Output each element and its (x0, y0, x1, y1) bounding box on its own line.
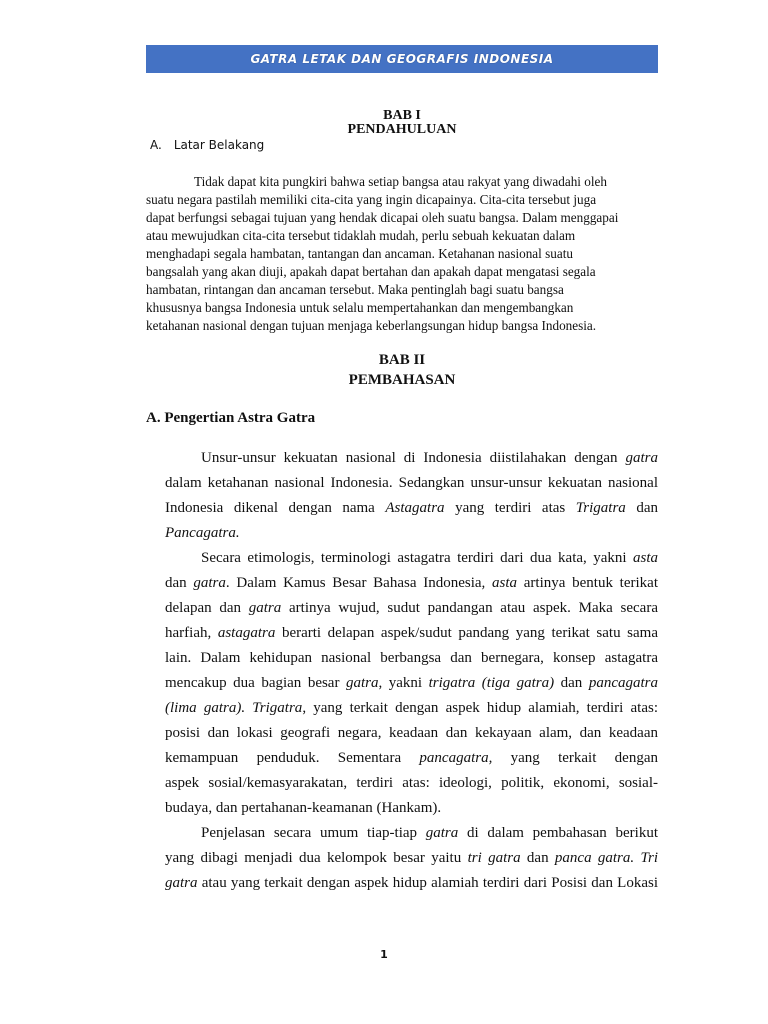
body-line: mencakup dua bagian besar gatra, yakni trigatra (tiga gatra) dan pancagatra (165, 675, 658, 691)
body-line: harfiah, astagatra berarti delapan aspek/sudut pandang yang terikat satu sama (165, 625, 658, 641)
header-band (146, 45, 658, 73)
body-line: kemampuan penduduk. Sementara pancagatra, yang terkait dengan (165, 750, 658, 766)
paragraph-line: khususnya bangsa Indonesia untuk selalu mempertahankan dan mengembangkan (146, 300, 574, 315)
body-line: gatra atau yang terkait dengan aspek hidup alamiah terdiri dari Posisi dan Lokasi (165, 875, 658, 891)
paragraph-line: dapat berfungsi sebagai tujuan yang hendak dicapai oleh suatu bangsa. Dalam menggapai (146, 210, 619, 225)
bab1-label: BAB I (383, 108, 421, 123)
section-pengertian-astra-gatra: A. Pengertian Astra Gatra (146, 410, 316, 426)
paragraph-line: ketahanan nasional dengan tujuan menjaga keberlangsungan hidup bangsa Indonesia. (146, 318, 597, 333)
bab1-title: PENDAHULUAN (347, 122, 457, 137)
body-line: budaya, dan pertahanan-keamanan (Hankam). (165, 800, 442, 816)
body-line: Penjelasan secara umum tiap-tiap gatra di dalam pembahasan berikut (201, 825, 658, 841)
body-line: Secara etimologis, terminologi astagatra terdiri dari dua kata, yakni asta (201, 550, 658, 566)
body-line: delapan dan gatra artinya wujud, sudut pandangan atau aspek. Maka secara (165, 600, 658, 616)
paragraph-line: Tidak dapat kita pungkiri bahwa setiap bangsa atau rakyat yang diwadahi oleh (194, 174, 607, 189)
body-line: dalam ketahanan nasional Indonesia. Sedangkan unsur-unsur kekuatan nasional (165, 475, 658, 491)
header-title: GATRA LETAK DAN GEOGRAFIS INDONESIA (250, 52, 554, 66)
body-line: Unsur-unsur kekuatan nasional di Indonesia diistilahakan dengan gatra (201, 450, 658, 466)
paragraph-line: bangsalah yang akan diuji, apakah dapat bertahan dan apakah dapat mengatasi segala (146, 264, 596, 279)
page-number: 1 (380, 948, 388, 961)
paragraph-line: atau mewujudkan cita-cita tersebut tidaklah mudah, perlu sebuah kekuatan dalam (146, 228, 576, 243)
section-title: Latar Belakang (173, 138, 265, 152)
body-line: posisi dan lokasi geografi negara, keadaan dan kekayaan alam, dan keadaan (165, 725, 658, 741)
paragraph-line: menghadapi segala hambatan, tantangan dan ancaman. Ketahanan nasional suatu (146, 246, 573, 261)
body-line: yang dibagi menjadi dua kelompok besar yaitu tri gatra dan panca gatra. Tri (165, 850, 658, 866)
paragraph-line: suatu negara pastilah memiliki cita-cita yang ingin dicapainya. Cita-cita tersebut juga (146, 192, 597, 207)
bab2-label: BAB II (378, 352, 426, 368)
body-line: lain. Dalam kehidupan nasional berbangsa dan bernegara, konsep astagatra (165, 650, 658, 666)
body-line: dan gatra. Dalam Kamus Besar Bahasa Indonesia, asta artinya bentuk terikat (165, 575, 658, 591)
body-line: Indonesia dikenal dengan nama Astagatra yang terdiri atas Trigatra dan (165, 500, 658, 516)
paragraph-line: hambatan, rintangan dan ancaman tersebut. Maka pentinglah bagi suatu bangsa (146, 282, 564, 297)
body-text (165, 446, 658, 896)
body-line: aspek sosial/kemasyarakatan, terdiri atas: ideologi, politik, ekonomi, sosial- (165, 775, 658, 791)
intro-paragraph (146, 173, 658, 335)
body-line: (lima gatra). Trigatra, yang terkait dengan aspek hidup alamiah, terdiri atas: (165, 700, 658, 716)
section-latar-belakang (150, 138, 264, 152)
bab2-title: PEMBAHASAN (348, 372, 456, 388)
body-line: Pancagatra. (165, 525, 240, 541)
section-number: A. (150, 138, 162, 152)
